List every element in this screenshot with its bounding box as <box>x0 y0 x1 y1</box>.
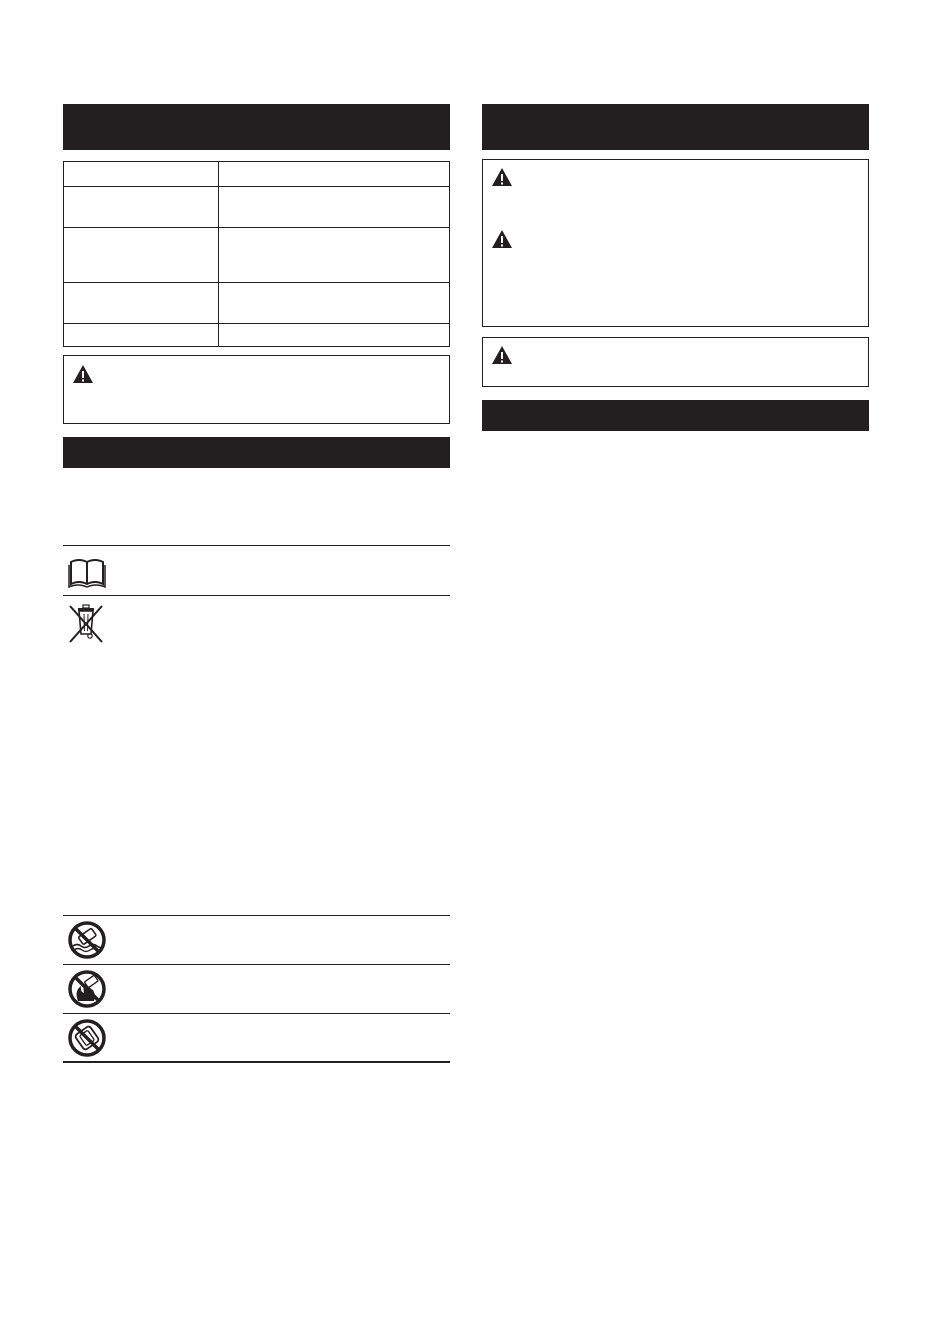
no-disassemble-battery-icon <box>67 1018 107 1058</box>
divider <box>63 1013 450 1014</box>
warning-box <box>482 159 869 327</box>
warning-box <box>63 355 450 424</box>
warning-triangle-icon <box>491 229 513 249</box>
spec-value <box>219 228 450 283</box>
spec-key <box>64 324 219 347</box>
warning-box <box>482 337 869 387</box>
spec-row <box>64 324 450 347</box>
spec-row <box>64 162 450 187</box>
spec-row <box>64 187 450 228</box>
specifications-header <box>63 104 450 150</box>
divider <box>63 964 450 965</box>
safety-warnings-header <box>482 104 869 150</box>
divider <box>63 545 450 546</box>
divider <box>63 915 450 916</box>
warning-triangle-icon <box>491 167 513 187</box>
spec-value <box>219 187 450 228</box>
divider <box>63 1061 450 1063</box>
no-water-battery-icon <box>67 920 107 960</box>
read-manual-icon <box>67 552 107 592</box>
spec-value <box>219 162 450 187</box>
crossed-out-wheelie-bin-icon <box>66 602 106 644</box>
section-header <box>482 400 869 431</box>
spec-row <box>64 228 450 283</box>
specifications-header-title <box>63 104 450 120</box>
specifications-table <box>63 161 450 347</box>
spec-value <box>219 324 450 347</box>
spec-key <box>64 228 219 283</box>
divider <box>63 595 450 596</box>
symbols-header <box>63 437 450 468</box>
spec-value <box>219 283 450 324</box>
spec-key <box>64 283 219 324</box>
warning-triangle-icon <box>72 364 94 384</box>
section-header-title <box>482 400 869 416</box>
no-fire-battery-icon <box>67 969 107 1009</box>
warning-triangle-icon <box>491 345 513 365</box>
spec-key <box>64 187 219 228</box>
spec-key <box>64 162 219 187</box>
spec-row <box>64 283 450 324</box>
safety-warnings-header-title <box>482 104 869 120</box>
symbols-header-title <box>63 437 450 453</box>
